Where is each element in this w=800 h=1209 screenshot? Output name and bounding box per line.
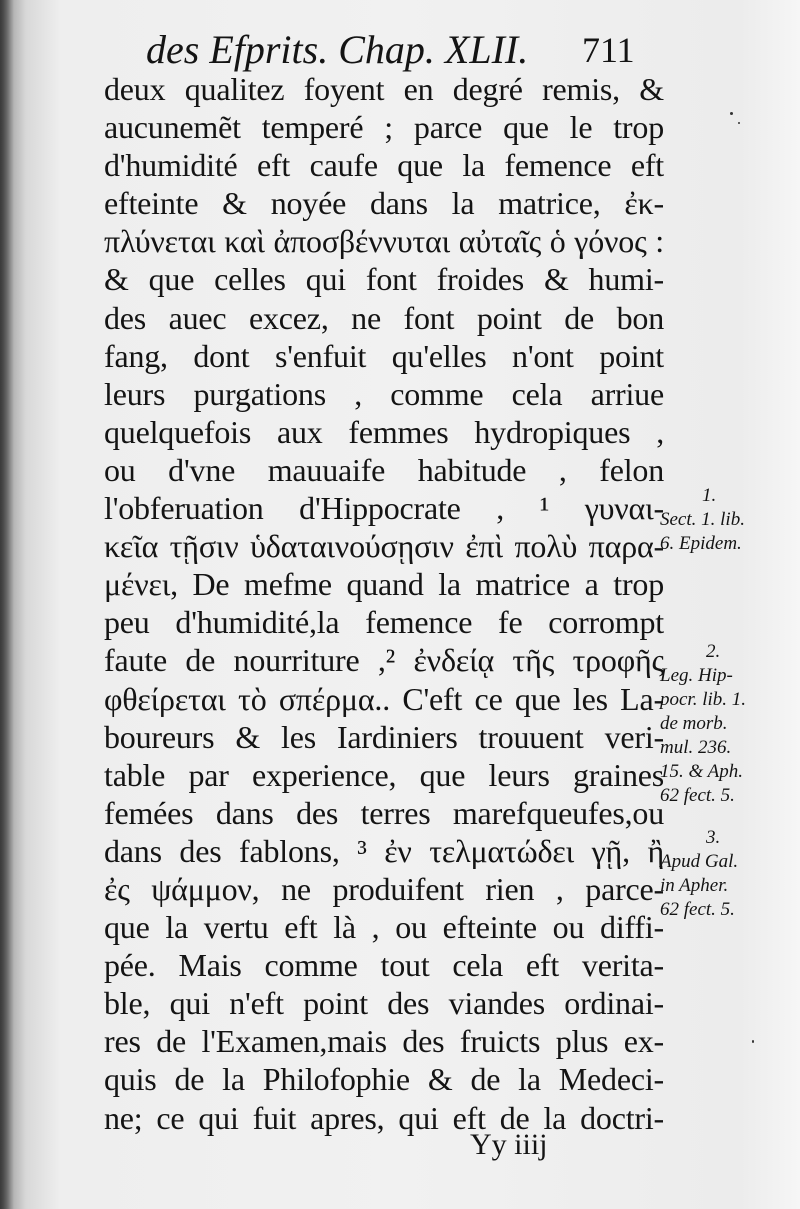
margin-note-line: 1.: [702, 485, 717, 506]
paper-speck: [730, 112, 733, 115]
text-line: pée. Mais comme tout cela eft verita-: [104, 947, 664, 984]
text-line-greek: κεῖα τῇσιν ὑδαταινούσῃσιν ἐπὶ πολὺ παρα-: [104, 528, 664, 565]
text-line: des auec excez, ne font point de bon: [104, 299, 664, 336]
margin-note-line: 3.: [706, 827, 721, 848]
margin-note-line: pocr. lib. 1.: [660, 689, 747, 710]
text-line: ble, qui n'eft point des viandes ordinai-: [104, 985, 664, 1022]
text-line: leurs purgations , comme cela arriue: [104, 375, 664, 412]
margin-note-line: 6. Epidem.: [660, 533, 742, 554]
text-line: table par experience, que leurs graines: [104, 756, 664, 793]
text-line: quelquefois aux femmes hydropiques ,: [104, 413, 664, 450]
catchword: Yy iiij: [470, 1128, 548, 1161]
text-line: peu d'humidité,la femence fe corrompt: [104, 604, 664, 641]
running-head: [146, 24, 666, 76]
running-title: des Efprits. Chap. XLII.: [146, 27, 529, 72]
text-line: ne; ce qui fuit apres, qui eft de la doctri-: [104, 1099, 664, 1136]
margin-note-line: 62 fect. 5.: [660, 785, 735, 806]
text-line: res de l'Examen,mais des fruicts plus ex-: [104, 1023, 664, 1060]
text-line: deux qualitez foyent en degré remis, &: [104, 71, 664, 107]
binding-shadow: [0, 0, 14, 1209]
main-text-block: [104, 70, 664, 1137]
text-line: & que celles qui font froides & humi-: [104, 261, 664, 298]
margin-note-line: 62 fect. 5.: [660, 899, 735, 920]
margin-note-line: Leg. Hip-: [660, 665, 733, 686]
text-line: boureurs & les Iardiniers trouuent veri-: [104, 718, 664, 755]
margin-note-line: 15. & Aph.: [660, 761, 744, 782]
text-line: faute de nourriture ,² ἐνδείᾳ τῆς τροφῆς: [104, 642, 664, 679]
text-line: ἐς ψάμμον, ne produifent rien , parce-: [104, 870, 664, 907]
margin-note-line: Apud Gal.: [660, 851, 739, 872]
margin-note-1: [660, 484, 800, 556]
margin-note-line: 2.: [706, 641, 721, 662]
text-line: efteinte & noyée dans la matrice, ἐκ-: [104, 185, 664, 222]
text-line: dans des fablons, ³ ἐν τελματώδει γῇ, ἢ: [104, 832, 664, 869]
margin-note-3: [660, 826, 800, 922]
text-line: l'obferuation d'Hippocrate , ¹ γυναι-: [104, 490, 664, 527]
text-line: aucunemẽt temperé ; parce que le trop: [104, 109, 664, 146]
paper-speck: [738, 122, 740, 124]
text-line: μένει, De mefme quand la matrice a trop: [104, 566, 664, 603]
margin-note-line: Sect. 1. lib.: [660, 509, 745, 530]
margin-note-2: [660, 640, 800, 808]
text-line: quis de la Philofophie & de la Medeci-: [104, 1061, 664, 1098]
margin-note-line: de morb.: [660, 713, 728, 734]
text-line: fang, dont s'enfuit qu'elles n'ont point: [104, 337, 664, 374]
margin-note-line: mul. 236.: [660, 737, 732, 758]
text-line-greek: πλύνεται καὶ ἀποσβέννυται αὐταῖς ὁ γόνος :: [104, 223, 664, 260]
text-line: φθείρεται τὸ σπέρμα.. C'eft ce que les La-: [104, 680, 664, 717]
text-line: que la vertu eft là , ou efteinte ou diffi-: [104, 909, 664, 946]
paper-speck: [752, 1040, 754, 1043]
text-line: femées dans des terres marefqueufes,ou: [104, 794, 664, 831]
text-line: ou d'vne mauuaife habitude , felon: [104, 451, 664, 488]
text-line: d'humidité eft caufe que la femence eft: [104, 147, 664, 184]
page-number: 711: [582, 30, 635, 70]
margin-note-line: in Apher.: [660, 875, 729, 896]
